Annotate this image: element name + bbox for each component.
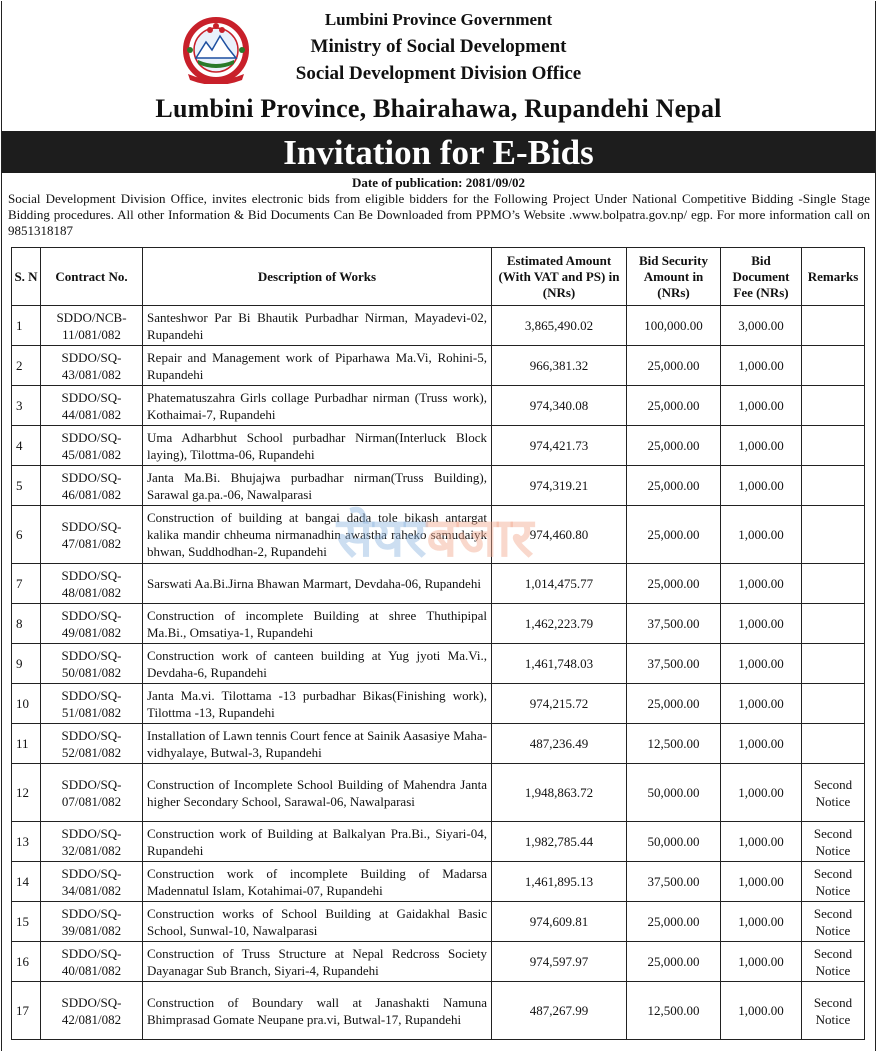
table-row xyxy=(12,862,865,902)
cell-document-fee: 1,000.00 xyxy=(721,902,802,942)
cell-document-fee: 1,000.00 xyxy=(721,764,802,822)
cell-bid-security: 37,500.00 xyxy=(627,644,721,684)
cell-document-fee: 1,000.00 xyxy=(721,564,802,604)
cell-remarks xyxy=(802,724,865,764)
cell-contract-no: SDDO/SQ-47/081/082 xyxy=(41,506,143,564)
table-row xyxy=(12,426,865,466)
table-row xyxy=(12,386,865,426)
cell-description: Janta Ma.Bi. Bhujajwa purbadhar nirman(Truss Building), Sarawal ga.pa.-06, Nawalparasi xyxy=(143,466,492,506)
table-header-row xyxy=(12,248,865,306)
cell-contract-no: SDDO/SQ-34/081/082 xyxy=(41,862,143,902)
cell-remarks xyxy=(802,346,865,386)
cell-sn: 13 xyxy=(12,822,41,862)
cell-remarks: Second Notice xyxy=(802,982,865,1040)
header-ministry: Ministry of Social Development xyxy=(310,36,567,57)
intro-paragraph: Social Development Division Office, invites electronic bids from eligible bidders for the Following Project Under National Competitive Bidding -Single Stage Bidding procedures. All other Information & Bid Documents Can Be Downloaded from PPMO’s Website .www.bolpatra.gov.np/ egp. For more information call on 9851318187 xyxy=(8,191,870,238)
cell-document-fee: 1,000.00 xyxy=(721,862,802,902)
cell-description: Sarswati Aa.Bi.Jirna Bhawan Marmart, Devdaha-06, Rupandehi xyxy=(143,564,492,604)
cell-remarks: Second Notice xyxy=(802,862,865,902)
cell-sn: 7 xyxy=(12,564,41,604)
header-office: Social Development Division Office xyxy=(295,63,582,84)
table-row xyxy=(12,346,865,386)
cell-description: Construction work of canteen building at Yug jyoti Ma.Vi., Devdaha-6, Rupandehi xyxy=(143,644,492,684)
cell-document-fee: 1,000.00 xyxy=(721,604,802,644)
cell-contract-no: SDDO/SQ-39/081/082 xyxy=(41,902,143,942)
cell-document-fee: 1,000.00 xyxy=(721,684,802,724)
cell-document-fee: 1,000.00 xyxy=(721,346,802,386)
cell-remarks xyxy=(802,684,865,724)
col-header-remarks: Remarks xyxy=(802,248,865,306)
cell-contract-no: SDDO/SQ-50/081/082 xyxy=(41,644,143,684)
cell-sn: 5 xyxy=(12,466,41,506)
cell-document-fee: 1,000.00 xyxy=(721,942,802,982)
cell-sn: 9 xyxy=(12,644,41,684)
cell-contract-no: SDDO/NCB-11/081/082 xyxy=(41,306,143,346)
cell-description: Santeshwor Par Bi Bhautik Purbadhar Nirman, Mayadevi-02, Rupandehi xyxy=(143,306,492,346)
cell-description: Construction of building at bangai dada tole bikash antargat kalika mandir chheuma nirmanadhin awastha raheko samudaiyk bhwan, Suddhodhan-2, Rupandehi xyxy=(143,506,492,564)
cell-sn: 8 xyxy=(12,604,41,644)
cell-sn: 14 xyxy=(12,862,41,902)
cell-estimated-amount: 974,340.08 xyxy=(492,386,627,426)
cell-estimated-amount: 487,236.49 xyxy=(492,724,627,764)
cell-document-fee: 1,000.00 xyxy=(721,466,802,506)
cell-sn: 15 xyxy=(12,902,41,942)
cell-sn: 17 xyxy=(12,982,41,1040)
watermark-text: सेयरबजार xyxy=(336,506,534,569)
cell-description: Construction work of Building at Balkalyan Pra.Bi., Siyari-04, Rupandehi xyxy=(143,822,492,862)
cell-contract-no: SDDO/SQ-42/081/082 xyxy=(41,982,143,1040)
table-row xyxy=(12,604,865,644)
cell-sn: 6 xyxy=(12,506,41,564)
cell-contract-no: SDDO/SQ-51/081/082 xyxy=(41,684,143,724)
cell-estimated-amount: 1,461,748.03 xyxy=(492,644,627,684)
col-header-fee: Bid Document Fee (NRs) xyxy=(721,248,802,306)
cell-remarks xyxy=(802,386,865,426)
cell-contract-no: SDDO/SQ-32/081/082 xyxy=(41,822,143,862)
col-header-security: Bid Security Amount in (NRs) xyxy=(627,248,721,306)
cell-remarks xyxy=(802,604,865,644)
cell-estimated-amount: 974,421.73 xyxy=(492,426,627,466)
cell-contract-no: SDDO/SQ-44/081/082 xyxy=(41,386,143,426)
cell-remarks xyxy=(802,426,865,466)
cell-contract-no: SDDO/SQ-40/081/082 xyxy=(41,942,143,982)
cell-remarks xyxy=(802,466,865,506)
cell-bid-security: 25,000.00 xyxy=(627,942,721,982)
cell-estimated-amount: 974,215.72 xyxy=(492,684,627,724)
cell-document-fee: 1,000.00 xyxy=(721,506,802,564)
cell-sn: 12 xyxy=(12,764,41,822)
cell-estimated-amount: 1,014,475.77 xyxy=(492,564,627,604)
banner-title: Invitation for E-Bids xyxy=(2,131,875,173)
cell-sn: 16 xyxy=(12,942,41,982)
cell-sn: 11 xyxy=(12,724,41,764)
cell-bid-security: 25,000.00 xyxy=(627,684,721,724)
cell-estimated-amount: 1,462,223.79 xyxy=(492,604,627,644)
cell-contract-no: SDDO/SQ-46/081/082 xyxy=(41,466,143,506)
cell-bid-security: 37,500.00 xyxy=(627,604,721,644)
table-row xyxy=(12,942,865,982)
cell-contract-no: SDDO/SQ-43/081/082 xyxy=(41,346,143,386)
table-row xyxy=(12,724,865,764)
cell-bid-security: 25,000.00 xyxy=(627,902,721,942)
col-header-estimated: Estimated Amount (With VAT and PS) in (NRs) xyxy=(492,248,627,306)
cell-document-fee: 1,000.00 xyxy=(721,822,802,862)
cell-bid-security: 12,500.00 xyxy=(627,982,721,1040)
cell-description: Construction of Boundary wall at Janashakti Namuna Bhimprasad Gomate Neupane pra.vi, Butwal-17, Rupandehi xyxy=(143,982,492,1040)
cell-sn: 3 xyxy=(12,386,41,426)
cell-bid-security: 37,500.00 xyxy=(627,862,721,902)
cell-bid-security: 25,000.00 xyxy=(627,386,721,426)
cell-sn: 2 xyxy=(12,346,41,386)
header-government: Lumbini Province Government xyxy=(324,10,553,29)
col-header-contract: Contract No. xyxy=(41,248,143,306)
cell-contract-no: SDDO/SQ-07/081/082 xyxy=(41,764,143,822)
cell-contract-no: SDDO/SQ-45/081/082 xyxy=(41,426,143,466)
cell-remarks xyxy=(802,644,865,684)
cell-bid-security: 25,000.00 xyxy=(627,564,721,604)
cell-bid-security: 25,000.00 xyxy=(627,426,721,466)
table-row xyxy=(12,982,865,1040)
cell-estimated-amount: 1,948,863.72 xyxy=(492,764,627,822)
header-address: Lumbini Province, Bhairahawa, Rupandehi Nepal xyxy=(155,94,722,123)
cell-remarks: Second Notice xyxy=(802,942,865,982)
table-row xyxy=(12,822,865,862)
table-row xyxy=(12,902,865,942)
cell-remarks: Second Notice xyxy=(802,822,865,862)
cell-remarks xyxy=(802,506,865,564)
table-row xyxy=(12,644,865,684)
cell-bid-security: 50,000.00 xyxy=(627,822,721,862)
cell-document-fee: 1,000.00 xyxy=(721,982,802,1040)
cell-estimated-amount: 3,865,490.02 xyxy=(492,306,627,346)
bids-table xyxy=(11,247,865,1040)
cell-sn: 1 xyxy=(12,306,41,346)
cell-bid-security: 25,000.00 xyxy=(627,506,721,564)
table-row xyxy=(12,466,865,506)
cell-description: Construction of Incomplete School Building of Mahendra Janta higher Secondary School, Sarawal-06, Nawalparasi xyxy=(143,764,492,822)
cell-bid-security: 100,000.00 xyxy=(627,306,721,346)
cell-bid-security: 12,500.00 xyxy=(627,724,721,764)
table-row xyxy=(12,506,865,564)
cell-contract-no: SDDO/SQ-49/081/082 xyxy=(41,604,143,644)
cell-remarks: Second Notice xyxy=(802,902,865,942)
cell-remarks xyxy=(802,306,865,346)
cell-contract-no: SDDO/SQ-48/081/082 xyxy=(41,564,143,604)
cell-document-fee: 1,000.00 xyxy=(721,644,802,684)
cell-estimated-amount: 974,597.97 xyxy=(492,942,627,982)
cell-description: Phatematuszahra Girls collage Purbadhar nirman (Truss work), Kothaimai-7, Rupandehi xyxy=(143,386,492,426)
cell-document-fee: 1,000.00 xyxy=(721,386,802,426)
cell-bid-security: 25,000.00 xyxy=(627,346,721,386)
table-row xyxy=(12,684,865,724)
publication-date: Date of publication: 2081/09/02 xyxy=(352,175,525,190)
cell-estimated-amount: 487,267.99 xyxy=(492,982,627,1040)
cell-description: Janta Ma.vi. Tilottama -13 purbadhar Bikas(Finishing work), Tilottma -13, Rupandehi xyxy=(143,684,492,724)
col-header-sn: S. N xyxy=(12,248,41,306)
cell-document-fee: 3,000.00 xyxy=(721,306,802,346)
table-row xyxy=(12,306,865,346)
cell-bid-security: 50,000.00 xyxy=(627,764,721,822)
cell-description: Construction of Truss Structure at Nepal Redcross Society Dayanagar Sub Branch, Siyari-4, Rupandehi xyxy=(143,942,492,982)
col-header-description: Description of Works xyxy=(143,248,492,306)
cell-description: Installation of Lawn tennis Court fence at Sainik Aasasiye Maha-vidhyalaye, Butwal-3, Rupandehi xyxy=(143,724,492,764)
cell-remarks: Second Notice xyxy=(802,764,865,822)
cell-description: Construction works of School Building at Gaidakhal Basic School, Sunwal-10, Nawalparasi xyxy=(143,902,492,942)
cell-estimated-amount: 974,460.80 xyxy=(492,506,627,564)
cell-description: Repair and Management work of Piparhawa Ma.Vi, Rohini-5, Rupandehi xyxy=(143,346,492,386)
document-header xyxy=(0,0,877,130)
cell-remarks xyxy=(802,564,865,604)
cell-description: Construction work of incomplete Building of Madarsa Madennatul Islam, Kotahimai-07, Rupandehi xyxy=(143,862,492,902)
cell-description: Construction of incomplete Building at shree Thuthipipal Ma.Bi., Omsatiya-1, Rupandehi xyxy=(143,604,492,644)
cell-sn: 10 xyxy=(12,684,41,724)
cell-bid-security: 25,000.00 xyxy=(627,466,721,506)
cell-estimated-amount: 1,461,895.13 xyxy=(492,862,627,902)
cell-estimated-amount: 974,319.21 xyxy=(492,466,627,506)
cell-sn: 4 xyxy=(12,426,41,466)
table-row xyxy=(12,764,865,822)
cell-document-fee: 1,000.00 xyxy=(721,426,802,466)
cell-contract-no: SDDO/SQ-52/081/082 xyxy=(41,724,143,764)
cell-estimated-amount: 966,381.32 xyxy=(492,346,627,386)
table-row xyxy=(12,564,865,604)
cell-estimated-amount: 1,982,785.44 xyxy=(492,822,627,862)
cell-estimated-amount: 974,609.81 xyxy=(492,902,627,942)
cell-document-fee: 1,000.00 xyxy=(721,724,802,764)
cell-description: Uma Adharbhut School purbadhar Nirman(Interluck Block laying), Tilottma-06, Rupandehi xyxy=(143,426,492,466)
